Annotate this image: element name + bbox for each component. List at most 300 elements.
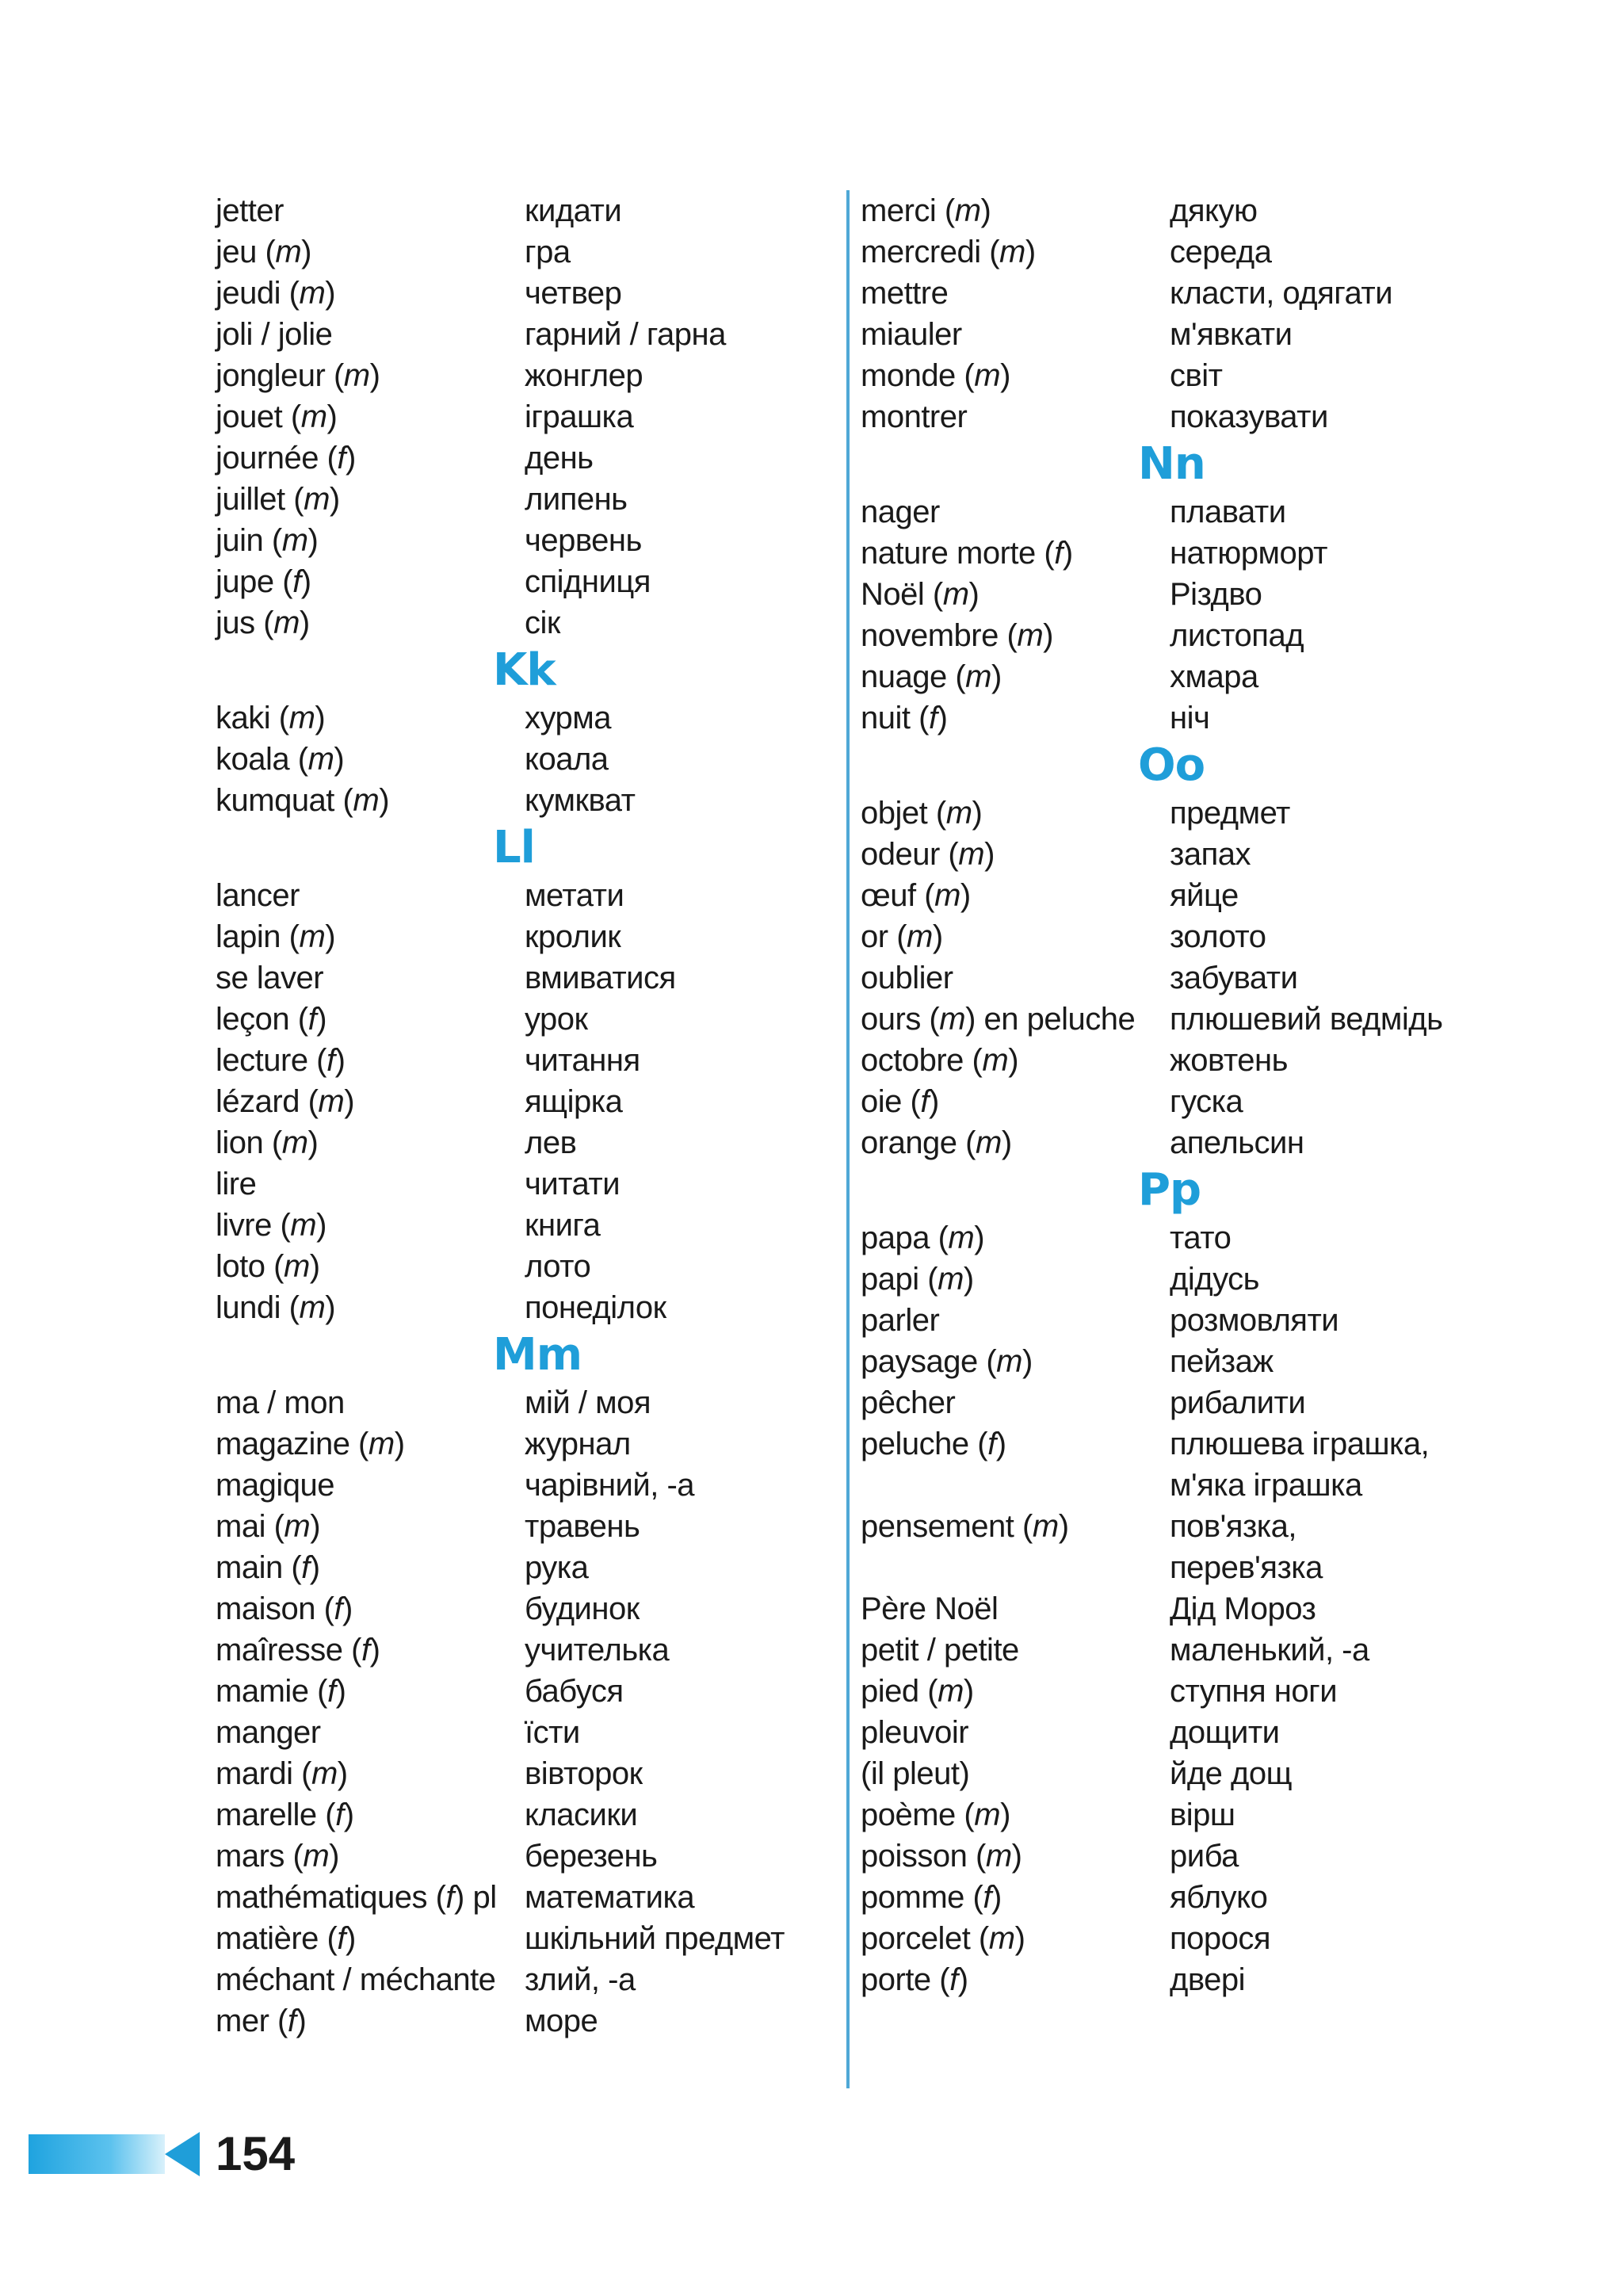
ukrainian-translation: ступня ноги: [1170, 1674, 1338, 1709]
french-word: poème (m): [861, 1797, 1010, 1832]
dictionary-entry: [216, 1959, 850, 2000]
dictionary-entry: [861, 999, 1495, 1040]
dictionary-entry: [861, 1959, 1495, 2000]
gender-marker: m: [942, 577, 969, 612]
french-word: [861, 1300, 1170, 1341]
dictionary-entry: [861, 190, 1495, 231]
french-word: magazine (m): [216, 1427, 405, 1461]
ukrainian-translation: математика: [525, 1880, 695, 1915]
ukrainian-translation: березень: [525, 1839, 658, 1874]
gender-marker: m: [938, 1262, 964, 1297]
ukrainian-translation: світ: [1170, 358, 1223, 393]
gender-marker: m: [304, 482, 330, 517]
dictionary-entry: [216, 1246, 850, 1287]
ukrainian-translation: спідниця: [525, 564, 651, 599]
gender-marker: m: [982, 1043, 1009, 1078]
french-term: pomme: [861, 1880, 964, 1915]
french-word: jus (m): [216, 606, 310, 640]
dictionary-entry: [861, 396, 1495, 437]
french-term: lézard: [216, 1084, 300, 1119]
ukrainian-translation: плавати: [1170, 495, 1286, 529]
french-term: porcelet: [861, 1921, 971, 1956]
dictionary-entry: [861, 1588, 1495, 1629]
dictionary-entry: [216, 1753, 850, 1794]
french-term: monde: [861, 358, 956, 393]
ukrainian-translation: золото: [1170, 919, 1266, 954]
gender-marker: m: [999, 235, 1025, 269]
french-term: matière: [216, 1921, 319, 1956]
dictionary-entry: [216, 2000, 850, 2042]
gender-marker: f: [292, 564, 301, 599]
dictionary-entry: [861, 1040, 1495, 1081]
french-term: orange: [861, 1125, 957, 1160]
french-term: maîresse: [216, 1633, 343, 1668]
french-term: papa: [861, 1221, 930, 1255]
french-term: odeur: [861, 837, 940, 872]
dictionary-entry: [216, 957, 850, 999]
ukrainian-translation: рука: [525, 1550, 589, 1585]
dictionary-entry: [861, 1259, 1495, 1300]
french-term: ours: [861, 1002, 921, 1037]
gender-marker: m: [343, 358, 370, 393]
dictionary-entry: [216, 1506, 850, 1547]
french-term: nuage: [861, 659, 947, 694]
gender-marker: m: [283, 1249, 310, 1284]
dictionary-entry: [861, 834, 1495, 875]
ukrainian-translation: їсти: [525, 1715, 580, 1750]
dictionary-entry: [861, 1423, 1495, 1465]
french-word: jeu (m): [216, 235, 311, 269]
french-term: petit / petite: [861, 1633, 1019, 1668]
french-term: or: [861, 919, 888, 954]
ukrainian-translation: м'явкати: [1170, 317, 1293, 352]
french-term: kumquat: [216, 783, 334, 818]
ukrainian-translation: липень: [525, 482, 628, 517]
french-term: pied: [861, 1674, 919, 1709]
french-word: mamie (f): [216, 1674, 346, 1709]
french-word: [861, 957, 1170, 999]
dictionary-entry: [861, 574, 1495, 615]
french-term: œuf: [861, 878, 916, 913]
gender-marker: m: [311, 1756, 338, 1791]
gender-marker: m: [907, 919, 933, 954]
dictionary-entry: [861, 875, 1495, 916]
french-term: nager: [861, 495, 940, 529]
dictionary-entry: [216, 1629, 850, 1671]
page-number: 154: [216, 2127, 296, 2180]
dictionary-entry: [216, 1671, 850, 1712]
ukrainian-translation: дідусь: [1170, 1262, 1259, 1297]
french-term: joli / jolie: [216, 317, 333, 352]
ukrainian-translation: ніч: [1170, 701, 1210, 735]
french-word: Noël (m): [861, 577, 980, 612]
french-term: pêcher: [861, 1385, 956, 1420]
section-letter: Nn: [1138, 438, 1205, 490]
french-word: maîresse (f): [216, 1633, 380, 1668]
french-term: juillet: [216, 482, 285, 517]
french-term: jus: [216, 606, 255, 640]
ukrainian-translation: натюрморт: [1170, 536, 1327, 571]
gender-marker: f: [337, 1921, 346, 1956]
french-term: leçon: [216, 1002, 290, 1037]
french-word: leçon (f): [216, 1002, 327, 1037]
gender-marker: f: [949, 1962, 958, 1997]
french-term: ma / mon: [216, 1385, 345, 1420]
gender-marker: m: [300, 399, 327, 434]
dictionary-entry: [861, 355, 1495, 396]
dictionary-entry: [216, 1287, 850, 1328]
french-word: kaki (m): [216, 701, 326, 735]
gender-marker: f: [327, 1043, 335, 1078]
french-word: loto (m): [216, 1249, 320, 1284]
french-word: lecture (f): [216, 1043, 346, 1078]
ukrainian-translation: розмовляти: [1170, 1303, 1339, 1338]
french-word: peluche (f): [861, 1427, 1006, 1461]
dictionary-entry: [861, 1506, 1495, 1547]
ukrainian-translation: вірш: [1170, 1797, 1235, 1832]
french-word: kumquat (m): [216, 783, 390, 818]
french-word: lapin (m): [216, 919, 336, 954]
french-term: mamie: [216, 1674, 309, 1709]
ukrainian-translation: забувати: [1170, 961, 1298, 995]
french-term: se laver: [216, 961, 324, 995]
dictionary-entry: [861, 656, 1495, 697]
dictionary-entry: [861, 314, 1495, 355]
french-term: mathématiques: [216, 1880, 427, 1915]
ukrainian-translation: учителька: [525, 1633, 670, 1668]
gender-marker: m: [307, 742, 334, 777]
gender-marker: f: [987, 1427, 996, 1461]
french-word: papa (m): [861, 1221, 985, 1255]
french-term: paysage: [861, 1344, 978, 1379]
ukrainian-translation: гарний / гарна: [525, 317, 726, 352]
french-word: odeur (m): [861, 837, 995, 872]
ukrainian-translation: м'яка іграшка: [1170, 1468, 1362, 1503]
french-word: [861, 1588, 1170, 1629]
french-word: [216, 1382, 525, 1423]
ukrainian-translation: понеділок: [525, 1290, 666, 1325]
french-word: matière (f): [216, 1921, 356, 1956]
dictionary-entry: [861, 793, 1495, 834]
ukrainian-translation: ящірка: [525, 1084, 623, 1119]
gender-marker: m: [938, 1674, 964, 1709]
french-term: oie: [861, 1084, 902, 1119]
french-term: manger: [216, 1715, 321, 1750]
french-term: lion: [216, 1125, 264, 1160]
gender-marker: m: [299, 1290, 326, 1325]
gender-marker: m: [288, 701, 315, 735]
french-word: nature morte (f): [861, 536, 1073, 571]
gender-marker: f: [920, 1084, 929, 1119]
dictionary-entry: [861, 231, 1495, 273]
french-word: monde (m): [861, 358, 1010, 393]
french-term: poème: [861, 1797, 956, 1832]
gender-marker: m: [988, 1921, 1015, 1956]
french-word: novembre (m): [861, 618, 1053, 653]
french-term: jouet: [216, 399, 283, 434]
gender-marker: f: [445, 1880, 455, 1915]
ukrainian-translation: чарівний, -а: [525, 1468, 695, 1503]
french-word: [861, 314, 1170, 355]
french-word: mercredi (m): [861, 235, 1036, 269]
french-term: (il pleut): [861, 1756, 970, 1791]
gender-marker: m: [368, 1427, 395, 1461]
french-term: journée: [216, 441, 319, 476]
dictionary-entry: [861, 1341, 1495, 1382]
dictionary-entry: [861, 533, 1495, 574]
french-word: pensement (m): [861, 1509, 1069, 1544]
dictionary-entry: [216, 1163, 850, 1205]
dictionary-entry: [861, 491, 1495, 533]
gender-marker: m: [954, 193, 981, 228]
section-letter: Ll: [493, 822, 535, 873]
gender-marker: m: [976, 1125, 1002, 1160]
footer-arrow-icon: [165, 2132, 200, 2176]
ukrainian-translation: пов'язка,: [1170, 1509, 1297, 1544]
dictionary-entry: [216, 273, 850, 314]
french-word: [861, 396, 1170, 437]
dictionary-entry: [216, 1588, 850, 1629]
dictionary-entry: [861, 1629, 1495, 1671]
ukrainian-translation: день: [525, 441, 594, 476]
dictionary-entry: [861, 1300, 1495, 1341]
french-word: pied (m): [861, 1674, 974, 1709]
french-word: marelle (f): [216, 1797, 354, 1832]
french-word: lion (m): [216, 1125, 319, 1160]
ukrainian-translation: шкільний предмет: [525, 1921, 785, 1956]
french-word: maison (f): [216, 1591, 353, 1626]
french-word: orange (m): [861, 1125, 1012, 1160]
gender-marker: m: [974, 1797, 1001, 1832]
ukrainian-translation: сік: [525, 606, 560, 640]
ukrainian-translation: предмет: [1170, 796, 1290, 831]
gender-marker: m: [945, 796, 972, 831]
gender-marker: f: [301, 1550, 310, 1585]
dictionary-entry: [861, 1217, 1495, 1259]
gender-marker: m: [1032, 1509, 1059, 1544]
french-word: [861, 1753, 1170, 1794]
dictionary-entry: [216, 1081, 850, 1122]
french-term: lire: [216, 1167, 257, 1201]
gender-marker: m: [985, 1839, 1012, 1874]
french-term: kaki: [216, 701, 271, 735]
gender-marker: m: [996, 1344, 1022, 1379]
dictionary-entry: [861, 697, 1495, 739]
dictionary-entry: [216, 396, 850, 437]
french-term: mercredi: [861, 235, 981, 269]
french-term: jeu: [216, 235, 257, 269]
ukrainian-translation: мій / моя: [525, 1385, 651, 1420]
gender-marker: m: [948, 1221, 975, 1255]
ukrainian-translation: читати: [525, 1167, 621, 1201]
french-word: mardi (m): [216, 1756, 348, 1791]
ukrainian-translation: хмара: [1170, 659, 1258, 694]
french-word: mars (m): [216, 1839, 339, 1874]
french-term: porte: [861, 1962, 931, 1997]
ukrainian-translation: будинок: [525, 1591, 640, 1626]
french-word: [861, 1382, 1170, 1423]
dictionary-entry: [861, 1794, 1495, 1836]
gender-marker: m: [965, 659, 991, 694]
ukrainian-translation: Дід Мороз: [1170, 1591, 1316, 1626]
french-word: [216, 190, 525, 231]
french-term: parler: [861, 1303, 940, 1338]
gender-marker: m: [281, 523, 308, 558]
ukrainian-translation: класики: [525, 1797, 638, 1832]
french-term: loto: [216, 1249, 265, 1284]
french-term: Père Noël: [861, 1591, 999, 1626]
ukrainian-translation: книга: [525, 1208, 601, 1243]
dictionary-entry: [861, 1836, 1495, 1877]
french-term: jongleur: [216, 358, 326, 393]
french-word: [861, 1629, 1170, 1671]
ukrainian-translation: жовтень: [1170, 1043, 1288, 1078]
ukrainian-translation: рибалити: [1170, 1385, 1306, 1420]
french-word: poisson (m): [861, 1839, 1022, 1874]
french-term: lancer: [216, 878, 300, 913]
gender-marker: m: [284, 1509, 311, 1544]
gender-marker: f: [337, 441, 346, 476]
dictionary-entry: [216, 1423, 850, 1465]
dictionary-entry: [216, 999, 850, 1040]
ukrainian-translation: Різдво: [1170, 577, 1262, 612]
french-word: juin (m): [216, 523, 319, 558]
dictionary-entry: [861, 615, 1495, 656]
french-suffix: en peluche: [983, 1002, 1136, 1037]
dictionary-entry: [216, 1382, 850, 1423]
french-word: porcelet (m): [861, 1921, 1025, 1956]
section-letter: Mm: [493, 1329, 582, 1381]
french-word: mathématiques (f) pl: [216, 1880, 497, 1915]
dictionary-entry: [216, 355, 850, 396]
dictionary-entry: [216, 602, 850, 644]
french-term: jupe: [216, 564, 274, 599]
ukrainian-translation: урок: [525, 1002, 588, 1037]
french-term: pensement: [861, 1509, 1014, 1544]
french-term: mars: [216, 1839, 285, 1874]
gender-marker: m: [934, 878, 960, 913]
french-term: main: [216, 1550, 283, 1585]
gender-marker: m: [353, 783, 380, 818]
ukrainian-translation: вмиватися: [525, 961, 676, 995]
french-word: jeudi (m): [216, 276, 336, 311]
gender-marker: m: [290, 1208, 317, 1243]
french-term: jetter: [216, 193, 284, 228]
right-column: [861, 190, 1495, 2000]
ukrainian-translation: дякую: [1170, 193, 1258, 228]
french-term: lecture: [216, 1043, 308, 1078]
gender-marker: f: [307, 1002, 317, 1037]
dictionary-entry: [216, 1836, 850, 1877]
french-term: magazine: [216, 1427, 350, 1461]
ukrainian-translation: середа: [1170, 235, 1272, 269]
french-term: mettre: [861, 276, 949, 311]
gender-marker: f: [335, 1797, 344, 1832]
french-word: [216, 957, 525, 999]
ukrainian-translation: дощити: [1170, 1715, 1280, 1750]
gender-marker: f: [287, 2004, 296, 2038]
dictionary-entry: [216, 1547, 850, 1588]
french-word: octobre (m): [861, 1043, 1019, 1078]
ukrainian-translation: риба: [1170, 1839, 1239, 1874]
french-term: pleuvoir: [861, 1715, 969, 1750]
french-word: juillet (m): [216, 482, 340, 517]
gender-marker: f: [983, 1880, 991, 1915]
dictionary-entry: [216, 1794, 850, 1836]
french-term: Noël: [861, 577, 925, 612]
french-word: ours (m) en peluche: [861, 1002, 1136, 1037]
footer-gradient-bar: [29, 2134, 165, 2174]
ukrainian-translation: червень: [525, 523, 642, 558]
ukrainian-translation: іграшка: [525, 399, 634, 434]
dictionary-entry: [861, 1877, 1495, 1918]
ukrainian-translation: класти, одягати: [1170, 276, 1393, 311]
french-word: pomme (f): [861, 1880, 1002, 1915]
gender-marker: f: [361, 1633, 370, 1668]
ukrainian-translation: гра: [525, 235, 571, 269]
french-term: papi: [861, 1262, 919, 1297]
ukrainian-translation: запах: [1170, 837, 1251, 872]
french-term: méchant / méchante: [216, 1962, 496, 1997]
gender-marker: m: [273, 606, 300, 640]
ukrainian-translation: показувати: [1170, 399, 1328, 434]
french-term: merci: [861, 193, 937, 228]
gender-marker: m: [318, 1084, 345, 1119]
gender-marker: m: [1017, 618, 1044, 653]
french-term: koala: [216, 742, 290, 777]
ukrainian-translation: листопад: [1170, 618, 1304, 653]
french-word: mai (m): [216, 1509, 321, 1544]
french-term: miauler: [861, 317, 962, 352]
french-word: [861, 1712, 1170, 1753]
ukrainian-translation: журнал: [525, 1427, 631, 1461]
french-word: lézard (m): [216, 1084, 355, 1119]
dictionary-entry: [861, 273, 1495, 314]
dictionary-entry: [861, 1081, 1495, 1122]
dictionary-entry: [216, 697, 850, 739]
dictionary-entry: [861, 1547, 1495, 1588]
dictionary-entry: [861, 957, 1495, 999]
french-term: marelle: [216, 1797, 317, 1832]
ukrainian-translation: жонглер: [525, 358, 643, 393]
gender-marker: m: [303, 1839, 330, 1874]
dictionary-entry: [216, 780, 850, 821]
ukrainian-translation: пейзаж: [1170, 1344, 1274, 1379]
gender-marker: m: [939, 1002, 966, 1037]
french-term: objet: [861, 796, 928, 831]
dictionary-entry: [216, 916, 850, 957]
french-word: papi (m): [861, 1262, 974, 1297]
dictionary-entry: [216, 190, 850, 231]
ukrainian-translation: злий, -а: [525, 1962, 636, 1997]
french-word: nuit (f): [861, 701, 948, 735]
ukrainian-translation: вівторок: [525, 1756, 643, 1791]
ukrainian-translation: йде дощ: [1170, 1756, 1293, 1791]
column-divider: [846, 190, 850, 2088]
gender-marker: f: [1054, 536, 1063, 571]
ukrainian-translation: тато: [1170, 1221, 1232, 1255]
ukrainian-translation: лев: [525, 1125, 577, 1160]
ukrainian-translation: коала: [525, 742, 609, 777]
dictionary-entry: [216, 1040, 850, 1081]
ukrainian-translation: яйце: [1170, 878, 1239, 913]
dictionary-entry: [216, 1712, 850, 1753]
french-word: mer (f): [216, 2004, 307, 2038]
dictionary-entry: [216, 231, 850, 273]
ukrainian-translation: травень: [525, 1509, 640, 1544]
french-term: octobre: [861, 1043, 964, 1078]
ukrainian-translation: четвер: [525, 276, 622, 311]
